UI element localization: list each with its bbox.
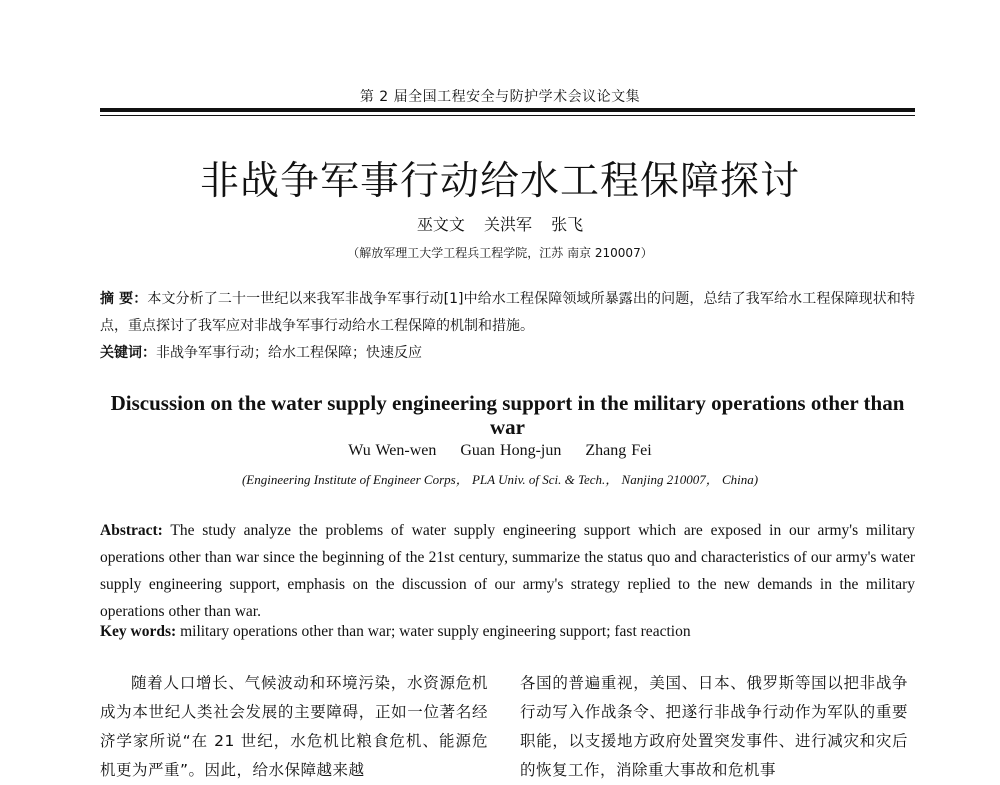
abstract-en-text: The study analyze the problems of water supply engineering support which are exposed in our army's military operations other than war since the beginning of the 21st century, summarize the status quo and characteristics of our army's water supply engineering support, emphasis on the discussion of our army's strategy replied to the new demands in the military operations other than war. [100, 522, 915, 620]
paper-title-en: Discussion on the water supply engineering support in the military operations other than war [110, 391, 905, 439]
keywords-cn-label: 关键词： [100, 345, 156, 361]
keywords-en [100, 620, 915, 644]
keywords-cn [100, 340, 915, 366]
body-left-column: 随着人口增长、气候波动和环境污染，水资源危机成为本世纪人类社会发展的主要障碍，正如一位著名经济学家所说“在 21 世纪，水危机比粮食危机、能源危机更为严重”。因此，给水保障越来越 [100, 674, 488, 779]
header-rule-thick [100, 108, 915, 112]
author-en: Guan Hong-jun [460, 442, 562, 459]
abstract-en [100, 517, 915, 625]
body-right-column: 各国的普遍重视，美国、日本、俄罗斯等国以把非战争行动写入作战条令、把遂行非战争行动作为军队的重要职能，以支援地方政府处置突发事件、进行减灾和灾后的恢复工作，消除重大事故和危机事 [520, 674, 908, 779]
running-header: 第 2 届全国工程安全与防护学术会议论文集 [359, 89, 641, 105]
affiliation-cn: （解放军理工大学工程兵工程学院，江苏 南京 210007） [347, 246, 653, 260]
authors-cn: 巫文文 关洪军 张飞 [416, 215, 584, 234]
keywords-en-text: military operations other than war; water supply engineering support; fast reaction [180, 623, 691, 640]
author-en: Zhang Fei [585, 442, 652, 459]
abstract-cn-label: 摘 要： [100, 291, 148, 307]
abstract-cn [100, 286, 915, 340]
abstract-cn-text: 本文分析了二十一世纪以来我军非战争军事行动[1]中给水工程保障领域所暴露出的问题，总结了我军给水工程保障现状和特点，重点探讨了我军应对非战争军事行动给水工程保障的机制和措施。 [100, 291, 916, 334]
paper-title-cn: 非战争军事行动给水工程保障探讨 [199, 159, 800, 204]
authors-en [0, 442, 1000, 460]
keywords-cn-text: 非战争军事行动；给水工程保障；快速反应 [156, 345, 422, 361]
author-en: Wu Wen-wen [348, 442, 437, 459]
affiliation-en: (Engineering Institute of Engineer Corps， PLA Univ. of Sci. & Tech.， Nanjing 210007， China) [241, 472, 759, 487]
keywords-en-label: Key words: [100, 623, 177, 640]
header-rule-thin [100, 115, 915, 116]
abstract-en-label: Abstract: [100, 522, 163, 539]
